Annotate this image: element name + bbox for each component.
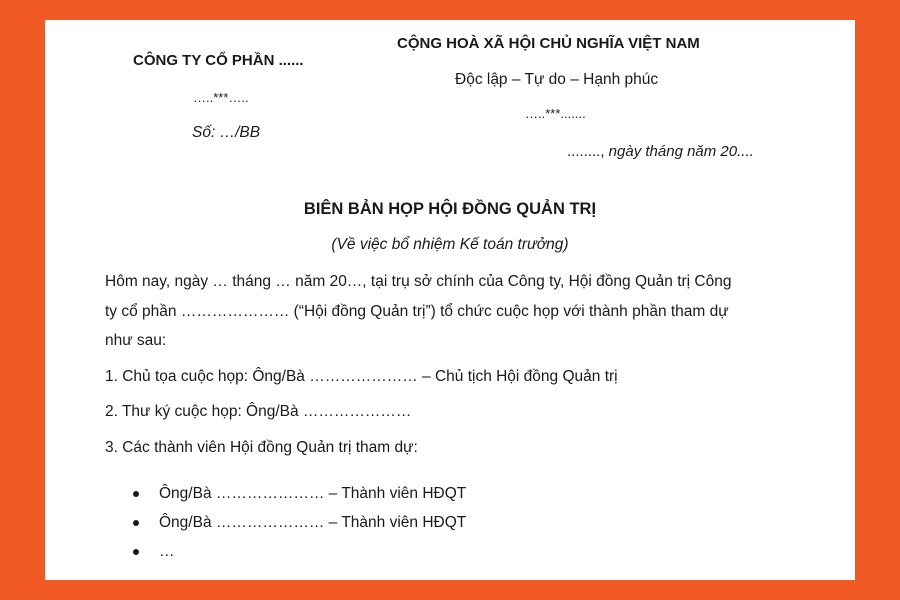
date-suffix: ngày tháng năm 20....: [604, 143, 754, 160]
bullet-dot: [133, 491, 139, 497]
member-bullet-2: Ông/Bà ………………… – Thành viên HĐQT: [159, 514, 467, 531]
national-motto: Độc lập – Tự do – Hạnh phúc: [455, 71, 659, 88]
document-date: [567, 143, 754, 160]
bullet-dot: [133, 520, 139, 526]
document-number: Số: …/BB: [192, 124, 261, 141]
member-bullet-3: …: [159, 543, 175, 560]
document-subtitle: (Về việc bổ nhiệm Kế toán trưởng): [331, 236, 569, 253]
motto-separator: …..***.......: [525, 106, 586, 121]
member-bullet-1: Ông/Bà ………………… – Thành viên HĐQT: [159, 485, 467, 502]
item-members: 3. Các thành viên Hội đồng Quản trị tham dự:: [105, 439, 418, 456]
item-chairperson: 1. Chủ tọa cuộc họp: Ông/Bà ………………… – Chủ tịch Hội đồng Quản trị: [105, 368, 618, 385]
date-prefix: ........,: [567, 143, 605, 160]
document-page: [45, 20, 855, 580]
company-separator: …..***…..: [193, 90, 249, 105]
intro-line-3: như sau:: [105, 332, 167, 349]
nation-title: CỘNG HOÀ XÃ HỘI CHỦ NGHĨA VIỆT NAM: [397, 35, 700, 52]
bullet-dot: [133, 549, 139, 555]
document-title: BIÊN BẢN HỌP HỘI ĐỒNG QUẢN TRỊ: [303, 200, 597, 218]
item-secretary: 2. Thư ký cuộc họp: Ông/Bà …………………: [105, 403, 412, 420]
company-name: CÔNG TY CỔ PHẦN ......: [133, 52, 304, 69]
intro-line-2: ty cổ phần ………………… (“Hội đồng Quản trị”) tổ chức cuộc họp với thành phần tham dự: [105, 303, 729, 320]
intro-line-1: Hôm nay, ngày … tháng … năm 20…, tại trụ sở chính của Công ty, Hội đồng Quản trị Công: [105, 273, 732, 290]
